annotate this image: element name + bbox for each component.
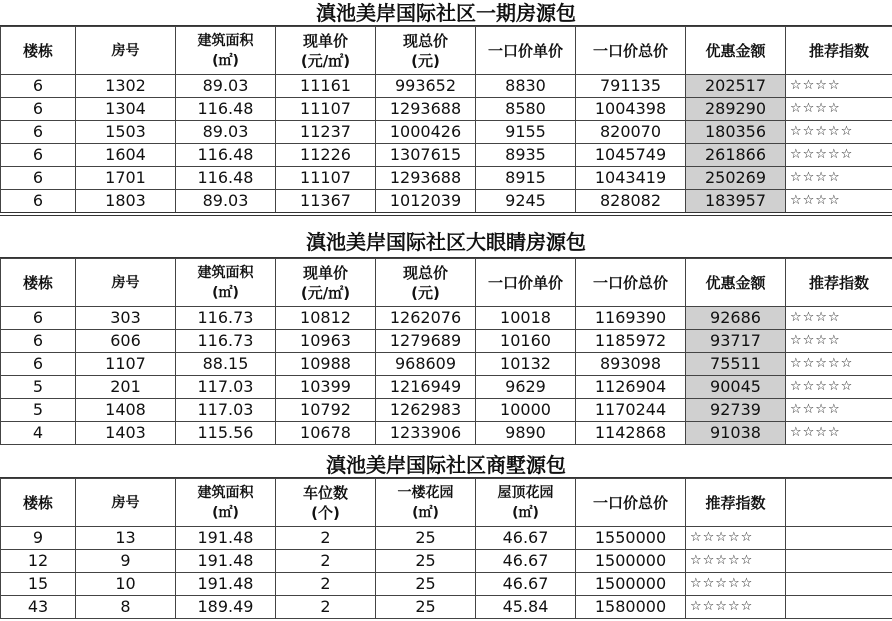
parking-cell: 2 — [276, 573, 376, 596]
rating-cell: ☆☆☆☆☆ — [686, 527, 786, 550]
area-cell: 116.73 — [176, 307, 276, 330]
room-cell: 13 — [76, 527, 176, 550]
header-roof-garden: 屋顶花园 (㎡) — [476, 479, 576, 527]
fixed-total-price-cell: 1126904 — [576, 376, 686, 399]
empty-cell — [786, 527, 892, 550]
header-building: 楼栋 — [1, 259, 76, 307]
fixed-total-price-cell: 791135 — [576, 75, 686, 98]
total-price-cell: 968609 — [376, 353, 476, 376]
table-row — [1, 527, 892, 550]
building-cell: 6 — [1, 98, 76, 121]
area-cell: 88.15 — [176, 353, 276, 376]
table-row — [1, 75, 892, 98]
room-cell: 1403 — [76, 422, 176, 445]
villa-section — [0, 452, 892, 619]
phase-one-section — [0, 0, 892, 213]
roof-garden-cell: 46.67 — [476, 527, 576, 550]
header-total-price: 现总价 (元) — [376, 27, 476, 75]
fixed-unit-price-cell: 10132 — [476, 353, 576, 376]
rating-cell: ☆☆☆☆☆ — [786, 353, 892, 376]
area-cell: 89.03 — [176, 190, 276, 213]
header-parking: 车位数 (个) — [276, 479, 376, 527]
rating-cell: ☆☆☆☆ — [786, 330, 892, 353]
total-price-cell: 1012039 — [376, 190, 476, 213]
area-cell: 191.48 — [176, 573, 276, 596]
unit-price-cell: 11367 — [276, 190, 376, 213]
header-building: 楼栋 — [1, 479, 76, 527]
building-cell: 6 — [1, 353, 76, 376]
discount-cell: 90045 — [686, 376, 786, 399]
rating-cell: ☆☆☆☆☆ — [786, 376, 892, 399]
header-fixed-total-price: 一口价总价 — [576, 27, 686, 75]
parking-cell: 2 — [276, 550, 376, 573]
area-cell: 116.48 — [176, 144, 276, 167]
fixed-unit-price-cell: 9245 — [476, 190, 576, 213]
area-cell: 116.73 — [176, 330, 276, 353]
header-room: 房号 — [76, 259, 176, 307]
rating-cell: ☆☆☆☆ — [786, 75, 892, 98]
area-cell: 89.03 — [176, 121, 276, 144]
area-cell: 117.03 — [176, 376, 276, 399]
fixed-total-price-cell: 1004398 — [576, 98, 686, 121]
total-price-cell: 993652 — [376, 75, 476, 98]
fixed-unit-price-cell: 10160 — [476, 330, 576, 353]
table-row — [1, 144, 892, 167]
ground-garden-cell: 25 — [376, 573, 476, 596]
unit-price-cell: 10792 — [276, 399, 376, 422]
fixed-unit-price-cell: 9890 — [476, 422, 576, 445]
building-cell: 6 — [1, 121, 76, 144]
total-price-cell: 1216949 — [376, 376, 476, 399]
table-row — [1, 190, 892, 213]
building-cell: 5 — [1, 399, 76, 422]
room-cell: 8 — [76, 596, 176, 619]
fixed-total-price-cell: 828082 — [576, 190, 686, 213]
header-total-price: 现总价 (元) — [376, 259, 476, 307]
fixed-total-price-cell: 1580000 — [576, 596, 686, 619]
area-cell: 116.48 — [176, 167, 276, 190]
room-cell: 1503 — [76, 121, 176, 144]
fixed-unit-price-cell: 8580 — [476, 98, 576, 121]
rating-cell: ☆☆☆☆ — [786, 167, 892, 190]
table-row — [1, 376, 892, 399]
header-rating: 推荐指数 — [786, 27, 892, 75]
room-cell: 1604 — [76, 144, 176, 167]
rating-cell: ☆☆☆☆☆ — [686, 596, 786, 619]
table-row — [1, 596, 892, 619]
area-cell: 116.48 — [176, 98, 276, 121]
villa-table — [0, 478, 892, 619]
table-row — [1, 353, 892, 376]
total-price-cell: 1262076 — [376, 307, 476, 330]
room-cell: 9 — [76, 550, 176, 573]
rating-cell: ☆☆☆☆☆ — [686, 573, 786, 596]
total-price-cell: 1233906 — [376, 422, 476, 445]
unit-price-cell: 11237 — [276, 121, 376, 144]
discount-cell: 202517 — [686, 75, 786, 98]
header-discount: 优惠金额 — [686, 259, 786, 307]
area-cell: 115.56 — [176, 422, 276, 445]
building-cell: 9 — [1, 527, 76, 550]
building-cell: 5 — [1, 376, 76, 399]
header-fixed-total-price: 一口价总价 — [576, 259, 686, 307]
table-header-row — [1, 479, 892, 527]
empty-cell — [786, 596, 892, 619]
discount-cell: 180356 — [686, 121, 786, 144]
discount-cell: 289290 — [686, 98, 786, 121]
header-area: 建筑面积 (㎡) — [176, 479, 276, 527]
room-cell: 1304 — [76, 98, 176, 121]
big-eye-section — [0, 226, 892, 445]
room-cell: 10 — [76, 573, 176, 596]
unit-price-cell: 10988 — [276, 353, 376, 376]
building-cell: 15 — [1, 573, 76, 596]
total-price-cell: 1307615 — [376, 144, 476, 167]
unit-price-cell: 11161 — [276, 75, 376, 98]
room-cell: 303 — [76, 307, 176, 330]
discount-cell: 261866 — [686, 144, 786, 167]
table-row — [1, 550, 892, 573]
header-rating: 推荐指数 — [786, 259, 892, 307]
header-unit-price: 现单价 (元/㎡) — [276, 27, 376, 75]
rating-cell: ☆☆☆☆☆ — [786, 144, 892, 167]
table-row — [1, 307, 892, 330]
header-rating: 推荐指数 — [686, 479, 786, 527]
unit-price-cell: 10963 — [276, 330, 376, 353]
building-cell: 6 — [1, 330, 76, 353]
header-discount: 优惠金额 — [686, 27, 786, 75]
room-cell: 1701 — [76, 167, 176, 190]
header-fixed-unit-price: 一口价单价 — [476, 259, 576, 307]
fixed-total-price-cell: 893098 — [576, 353, 686, 376]
area-cell: 191.48 — [176, 550, 276, 573]
big-eye-rows — [1, 307, 892, 445]
fixed-total-price-cell: 1500000 — [576, 573, 686, 596]
room-cell: 1302 — [76, 75, 176, 98]
table-header-row — [1, 27, 892, 75]
room-cell: 606 — [76, 330, 176, 353]
header-room: 房号 — [76, 479, 176, 527]
parking-cell: 2 — [276, 527, 376, 550]
area-cell: 117.03 — [176, 399, 276, 422]
rating-cell: ☆☆☆☆☆ — [686, 550, 786, 573]
fixed-total-price-cell: 1142868 — [576, 422, 686, 445]
fixed-unit-price-cell: 9629 — [476, 376, 576, 399]
section-title: 滇池美岸国际社区大眼睛房源包 — [0, 226, 892, 258]
fixed-total-price-cell: 1169390 — [576, 307, 686, 330]
ground-garden-cell: 25 — [376, 550, 476, 573]
total-price-cell: 1293688 — [376, 98, 476, 121]
discount-cell: 91038 — [686, 422, 786, 445]
fixed-total-price-cell: 1170244 — [576, 399, 686, 422]
ground-garden-cell: 25 — [376, 596, 476, 619]
building-cell: 6 — [1, 144, 76, 167]
area-cell: 189.49 — [176, 596, 276, 619]
rating-cell: ☆☆☆☆ — [786, 422, 892, 445]
villa-rows — [1, 527, 892, 619]
empty-cell — [786, 550, 892, 573]
header-ground-garden: 一楼花园 (㎡) — [376, 479, 476, 527]
header-area: 建筑面积 (㎡) — [176, 27, 276, 75]
unit-price-cell: 11226 — [276, 144, 376, 167]
building-cell: 4 — [1, 422, 76, 445]
table-header-row — [1, 259, 892, 307]
discount-cell: 92686 — [686, 307, 786, 330]
unit-price-cell: 10812 — [276, 307, 376, 330]
fixed-unit-price-cell: 8915 — [476, 167, 576, 190]
discount-cell: 250269 — [686, 167, 786, 190]
rating-cell: ☆☆☆☆ — [786, 307, 892, 330]
unit-price-cell: 10399 — [276, 376, 376, 399]
rating-cell: ☆☆☆☆ — [786, 98, 892, 121]
area-cell: 89.03 — [176, 75, 276, 98]
discount-cell: 92739 — [686, 399, 786, 422]
building-cell: 6 — [1, 75, 76, 98]
total-price-cell: 1000426 — [376, 121, 476, 144]
fixed-total-price-cell: 820070 — [576, 121, 686, 144]
roof-garden-cell: 46.67 — [476, 550, 576, 573]
fixed-unit-price-cell: 9155 — [476, 121, 576, 144]
fixed-unit-price-cell: 8935 — [476, 144, 576, 167]
fixed-total-price-cell: 1500000 — [576, 550, 686, 573]
discount-cell: 183957 — [686, 190, 786, 213]
unit-price-cell: 11107 — [276, 167, 376, 190]
discount-cell: 75511 — [686, 353, 786, 376]
fixed-unit-price-cell: 10018 — [476, 307, 576, 330]
room-cell: 1107 — [76, 353, 176, 376]
roof-garden-cell: 46.67 — [476, 573, 576, 596]
section-title: 滇池美岸国际社区一期房源包 — [0, 0, 892, 26]
ground-garden-cell: 25 — [376, 527, 476, 550]
room-cell: 201 — [76, 376, 176, 399]
fixed-total-price-cell: 1045749 — [576, 144, 686, 167]
rating-cell: ☆☆☆☆ — [786, 190, 892, 213]
building-cell: 6 — [1, 307, 76, 330]
room-cell: 1408 — [76, 399, 176, 422]
empty-cell — [786, 573, 892, 596]
table-row — [1, 121, 892, 144]
header-unit-price: 现单价 (元/㎡) — [276, 259, 376, 307]
room-cell: 1803 — [76, 190, 176, 213]
building-cell: 43 — [1, 596, 76, 619]
phase-one-rows — [1, 75, 892, 213]
area-cell: 191.48 — [176, 527, 276, 550]
discount-cell: 93717 — [686, 330, 786, 353]
header-room: 房号 — [76, 27, 176, 75]
table-row — [1, 330, 892, 353]
unit-price-cell: 10678 — [276, 422, 376, 445]
roof-garden-cell: 45.84 — [476, 596, 576, 619]
header-area: 建筑面积 (㎡) — [176, 259, 276, 307]
header-fixed-total-price: 一口价总价 — [576, 479, 686, 527]
building-cell: 12 — [1, 550, 76, 573]
building-cell: 6 — [1, 167, 76, 190]
big-eye-table — [0, 258, 892, 445]
header-building: 楼栋 — [1, 27, 76, 75]
total-price-cell: 1279689 — [376, 330, 476, 353]
table-row — [1, 399, 892, 422]
table-row — [1, 422, 892, 445]
section-divider — [0, 212, 892, 216]
total-price-cell: 1262983 — [376, 399, 476, 422]
section-title: 滇池美岸国际社区商墅源包 — [0, 452, 892, 478]
fixed-unit-price-cell: 10000 — [476, 399, 576, 422]
total-price-cell: 1293688 — [376, 167, 476, 190]
fixed-unit-price-cell: 8830 — [476, 75, 576, 98]
table-row — [1, 167, 892, 190]
fixed-total-price-cell: 1550000 — [576, 527, 686, 550]
building-cell: 6 — [1, 190, 76, 213]
fixed-total-price-cell: 1043419 — [576, 167, 686, 190]
parking-cell: 2 — [276, 596, 376, 619]
phase-one-table — [0, 26, 892, 213]
rating-cell: ☆☆☆☆☆ — [786, 121, 892, 144]
header-empty — [786, 479, 892, 527]
header-fixed-unit-price: 一口价单价 — [476, 27, 576, 75]
fixed-total-price-cell: 1185972 — [576, 330, 686, 353]
table-row — [1, 573, 892, 596]
unit-price-cell: 11107 — [276, 98, 376, 121]
rating-cell: ☆☆☆☆ — [786, 399, 892, 422]
table-row — [1, 98, 892, 121]
